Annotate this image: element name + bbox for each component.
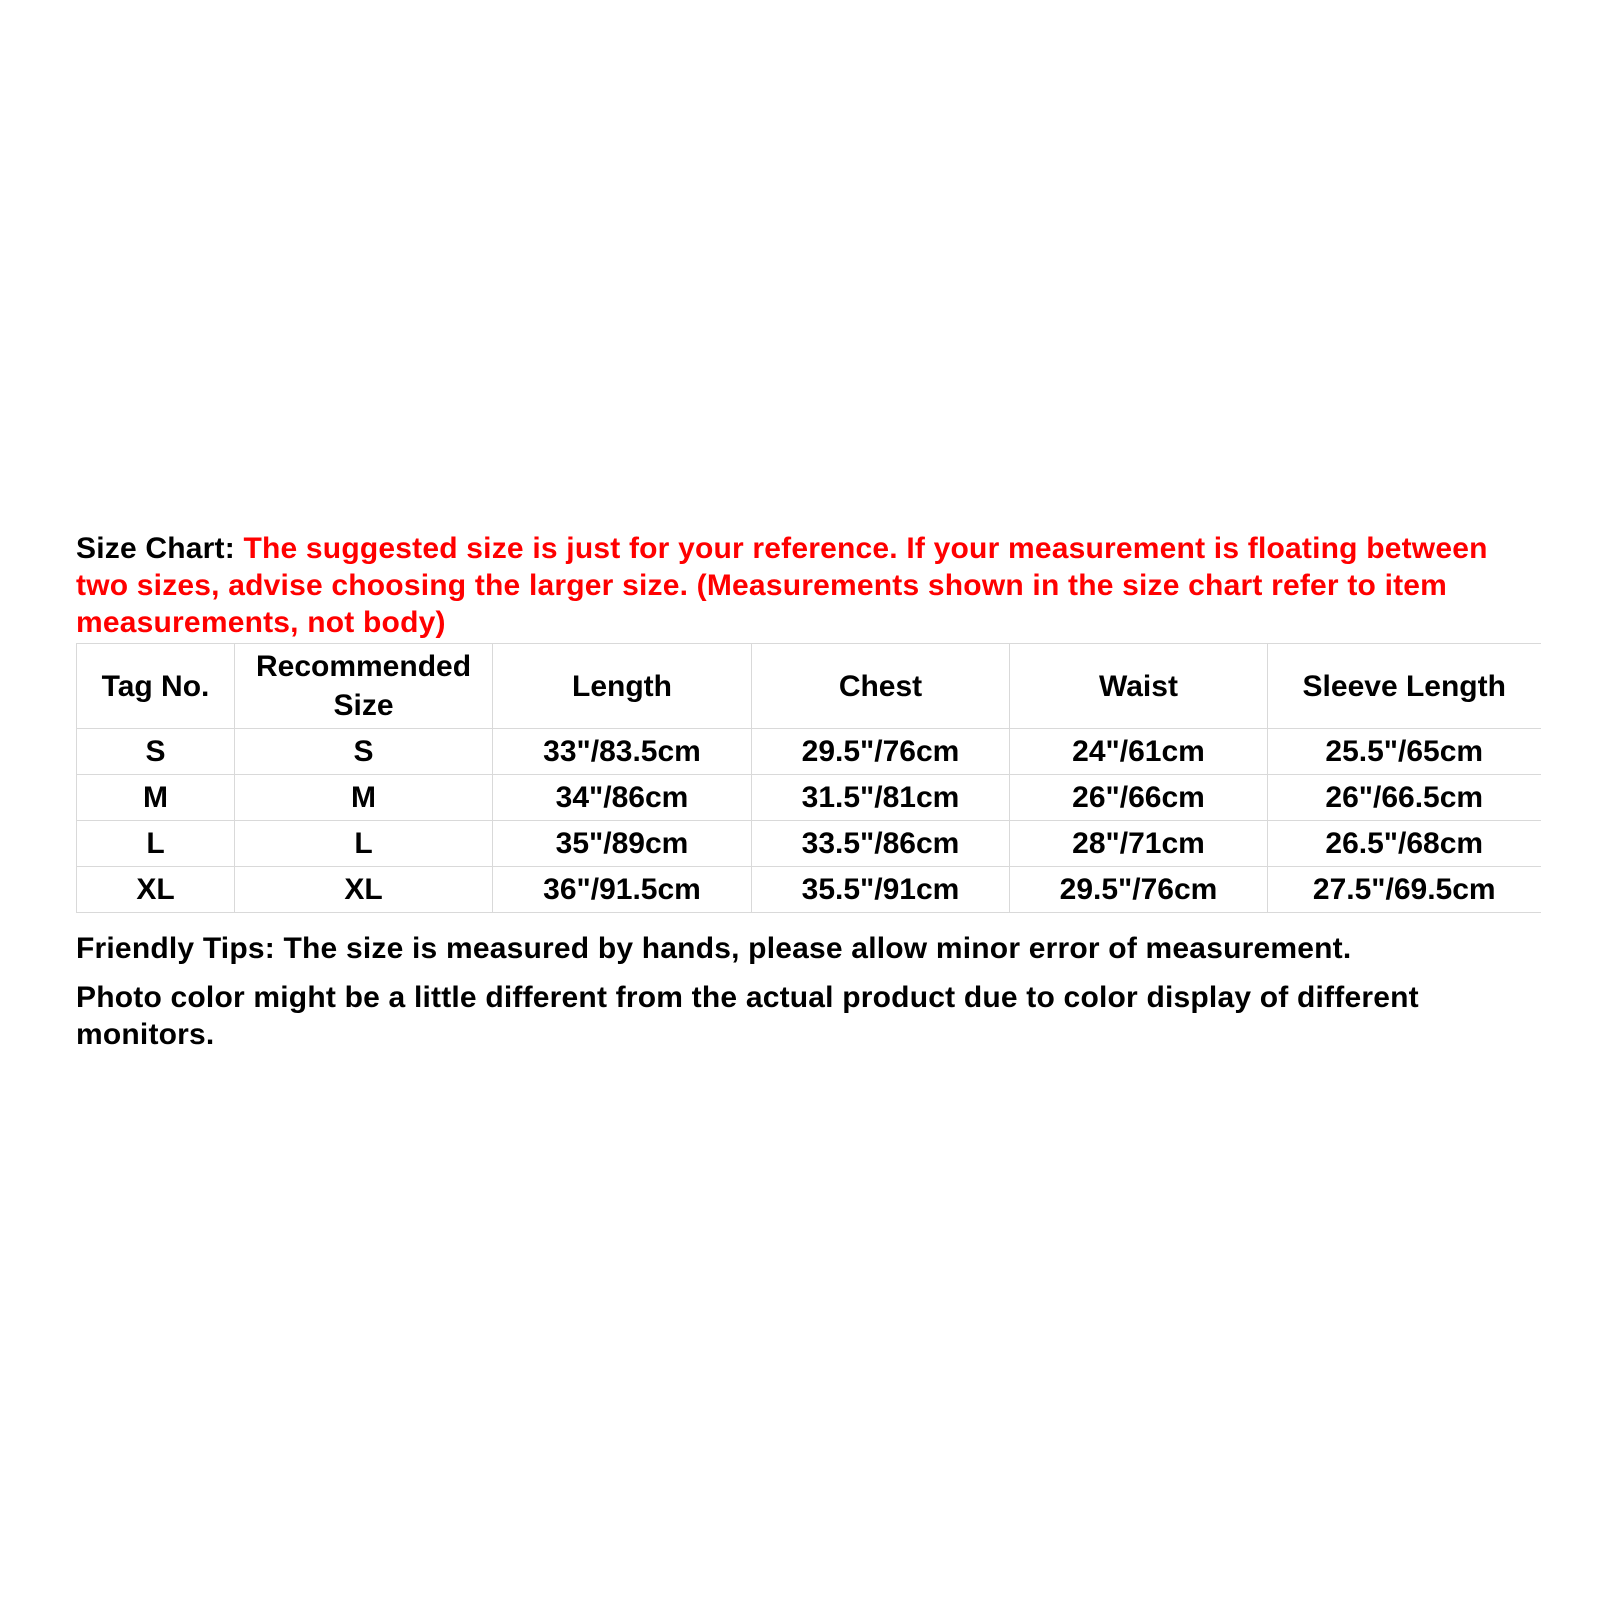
size-chart-intro (76, 530, 1540, 641)
cell-chest: 31.5"/81cm (752, 775, 1010, 821)
cell-waist: 26"/66cm (1010, 775, 1268, 821)
cell-waist: 24"/61cm (1010, 729, 1268, 775)
cell-recommended-size: L (235, 821, 493, 867)
cell-length: 35"/89cm (493, 821, 752, 867)
size-chart-section (76, 530, 1540, 1053)
header-length: Length (493, 644, 752, 729)
cell-sleeve-length: 25.5"/65cm (1268, 729, 1541, 775)
friendly-tips: Friendly Tips: The size is measured by hands, please allow minor error of measurement. (76, 932, 1352, 965)
header-chest: Chest (752, 644, 1010, 729)
table-row (77, 729, 1541, 775)
header-waist: Waist (1010, 644, 1268, 729)
cell-recommended-size: S (235, 729, 493, 775)
table-row (77, 821, 1541, 867)
header-sleeve-length: Sleeve Length (1268, 644, 1541, 729)
cell-chest: 29.5"/76cm (752, 729, 1010, 775)
header-tag-no: Tag No. (77, 644, 235, 729)
cell-length: 34"/86cm (493, 775, 752, 821)
cell-tag: S (77, 729, 235, 775)
cell-sleeve-length: 26.5"/68cm (1268, 821, 1541, 867)
cell-waist: 29.5"/76cm (1010, 867, 1268, 913)
photo-color-note: Photo color might be a little different from the actual product due to color display of different monitors. (76, 981, 1419, 1051)
cell-recommended-size: XL (235, 867, 493, 913)
cell-chest: 35.5"/91cm (752, 867, 1010, 913)
cell-length: 33"/83.5cm (493, 729, 752, 775)
cell-waist: 28"/71cm (1010, 821, 1268, 867)
size-chart-note: The suggested size is just for your reference. If your measurement is floating between two sizes, advise choosing the larger size. (Measurements shown in the size chart refer to item measurements, not body) (76, 532, 1488, 639)
cell-sleeve-length: 26"/66.5cm (1268, 775, 1541, 821)
cell-tag: L (77, 821, 235, 867)
table-header-row (77, 644, 1541, 729)
table-row (77, 775, 1541, 821)
cell-tag: M (77, 775, 235, 821)
size-chart-label: Size Chart: (76, 532, 235, 565)
header-recommended-size: Recommended Size (235, 644, 493, 729)
cell-length: 36"/91.5cm (493, 867, 752, 913)
cell-recommended-size: M (235, 775, 493, 821)
cell-tag: XL (77, 867, 235, 913)
table-row (77, 867, 1541, 913)
size-table (76, 643, 1541, 913)
cell-sleeve-length: 27.5"/69.5cm (1268, 867, 1541, 913)
cell-chest: 33.5"/86cm (752, 821, 1010, 867)
